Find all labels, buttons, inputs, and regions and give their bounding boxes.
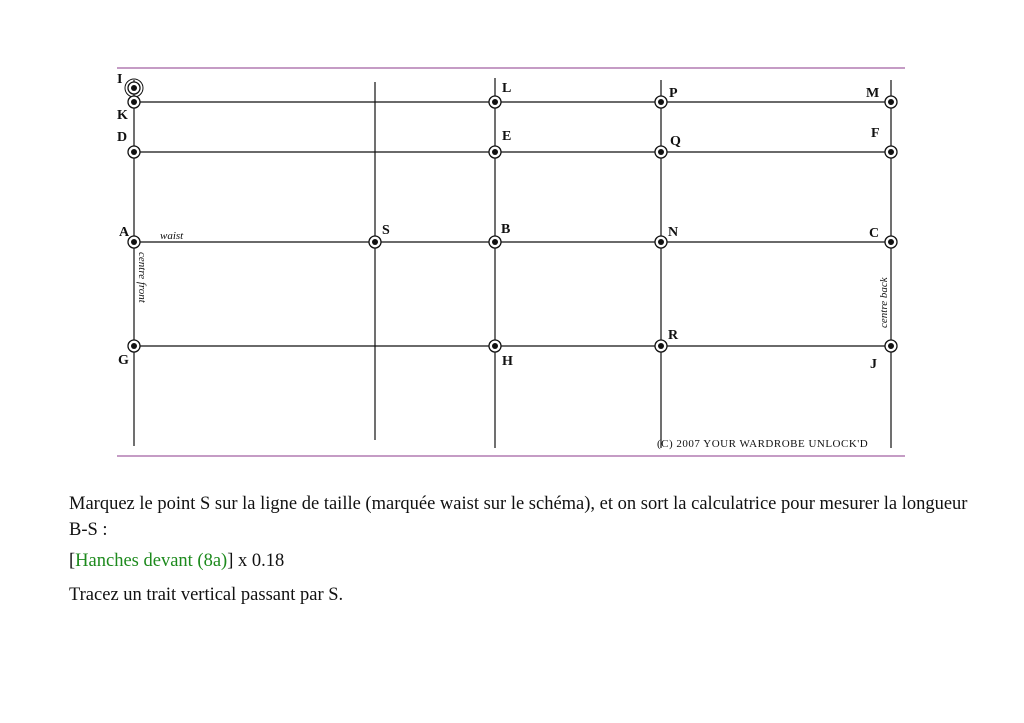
point-p-label: P: [669, 86, 678, 101]
point-j-label: J: [870, 357, 877, 372]
point-f-label: F: [871, 126, 880, 141]
point-c-label: C: [869, 226, 880, 241]
instruction-vertical-line: Tracez un trait vertical passant par S.: [69, 585, 344, 605]
point-d-dot: [131, 149, 137, 155]
point-n-dot: [658, 239, 664, 245]
point-e-label: E: [502, 129, 512, 144]
point-a-dot: [131, 239, 137, 245]
point-k-dot: [131, 99, 137, 105]
point-r-dot: [658, 343, 664, 349]
point-f-dot: [888, 149, 894, 155]
formula-line: [69, 548, 969, 574]
point-l-label: L: [502, 81, 512, 96]
point-i-dot: [131, 85, 137, 91]
grid-lines: [134, 78, 891, 448]
point-h-label: H: [502, 354, 513, 369]
point-e-dot: [492, 149, 498, 155]
point-i-label: I: [117, 72, 123, 87]
hanches-devant-link[interactable]: Hanches devant (8a): [75, 551, 228, 571]
point-n-label: N: [668, 225, 679, 240]
point-p-dot: [658, 99, 664, 105]
point-m-dot: [888, 99, 894, 105]
point-c-dot: [888, 239, 894, 245]
point-l-dot: [492, 99, 498, 105]
centre-back-label: centre back: [878, 277, 890, 328]
point-j-dot: [888, 343, 894, 349]
point-labels: [117, 72, 880, 372]
point-s-dot: [372, 239, 378, 245]
point-q-dot: [658, 149, 664, 155]
point-g-dot: [131, 343, 137, 349]
point-d-label: D: [117, 130, 128, 145]
centre-front-label: centre front: [136, 252, 148, 303]
formula-rest: ] x 0.18: [227, 551, 285, 571]
instruction-paragraph: Marquez le point S sur la ligne de taille (marquée waist sur le schéma), et on sort la calculatrice pour mesurer la longueur B-S :: [69, 494, 968, 540]
point-b-label: B: [501, 222, 511, 237]
point-q-label: Q: [670, 134, 681, 149]
copyright-notice: (C) 2007 YOUR WARDROBE UNLOCK'D: [657, 438, 869, 450]
point-s-label: S: [382, 223, 390, 238]
point-b-dot: [492, 239, 498, 245]
formula-open: [: [69, 551, 76, 571]
point-h-dot: [492, 343, 498, 349]
point-r-label: R: [668, 328, 679, 343]
waist-label: waist: [160, 230, 184, 242]
point-g-label: G: [118, 353, 129, 368]
point-k-label: K: [117, 108, 128, 123]
point-m-label: M: [866, 86, 880, 101]
point-markers: [125, 79, 897, 352]
point-a-label: A: [119, 225, 130, 240]
